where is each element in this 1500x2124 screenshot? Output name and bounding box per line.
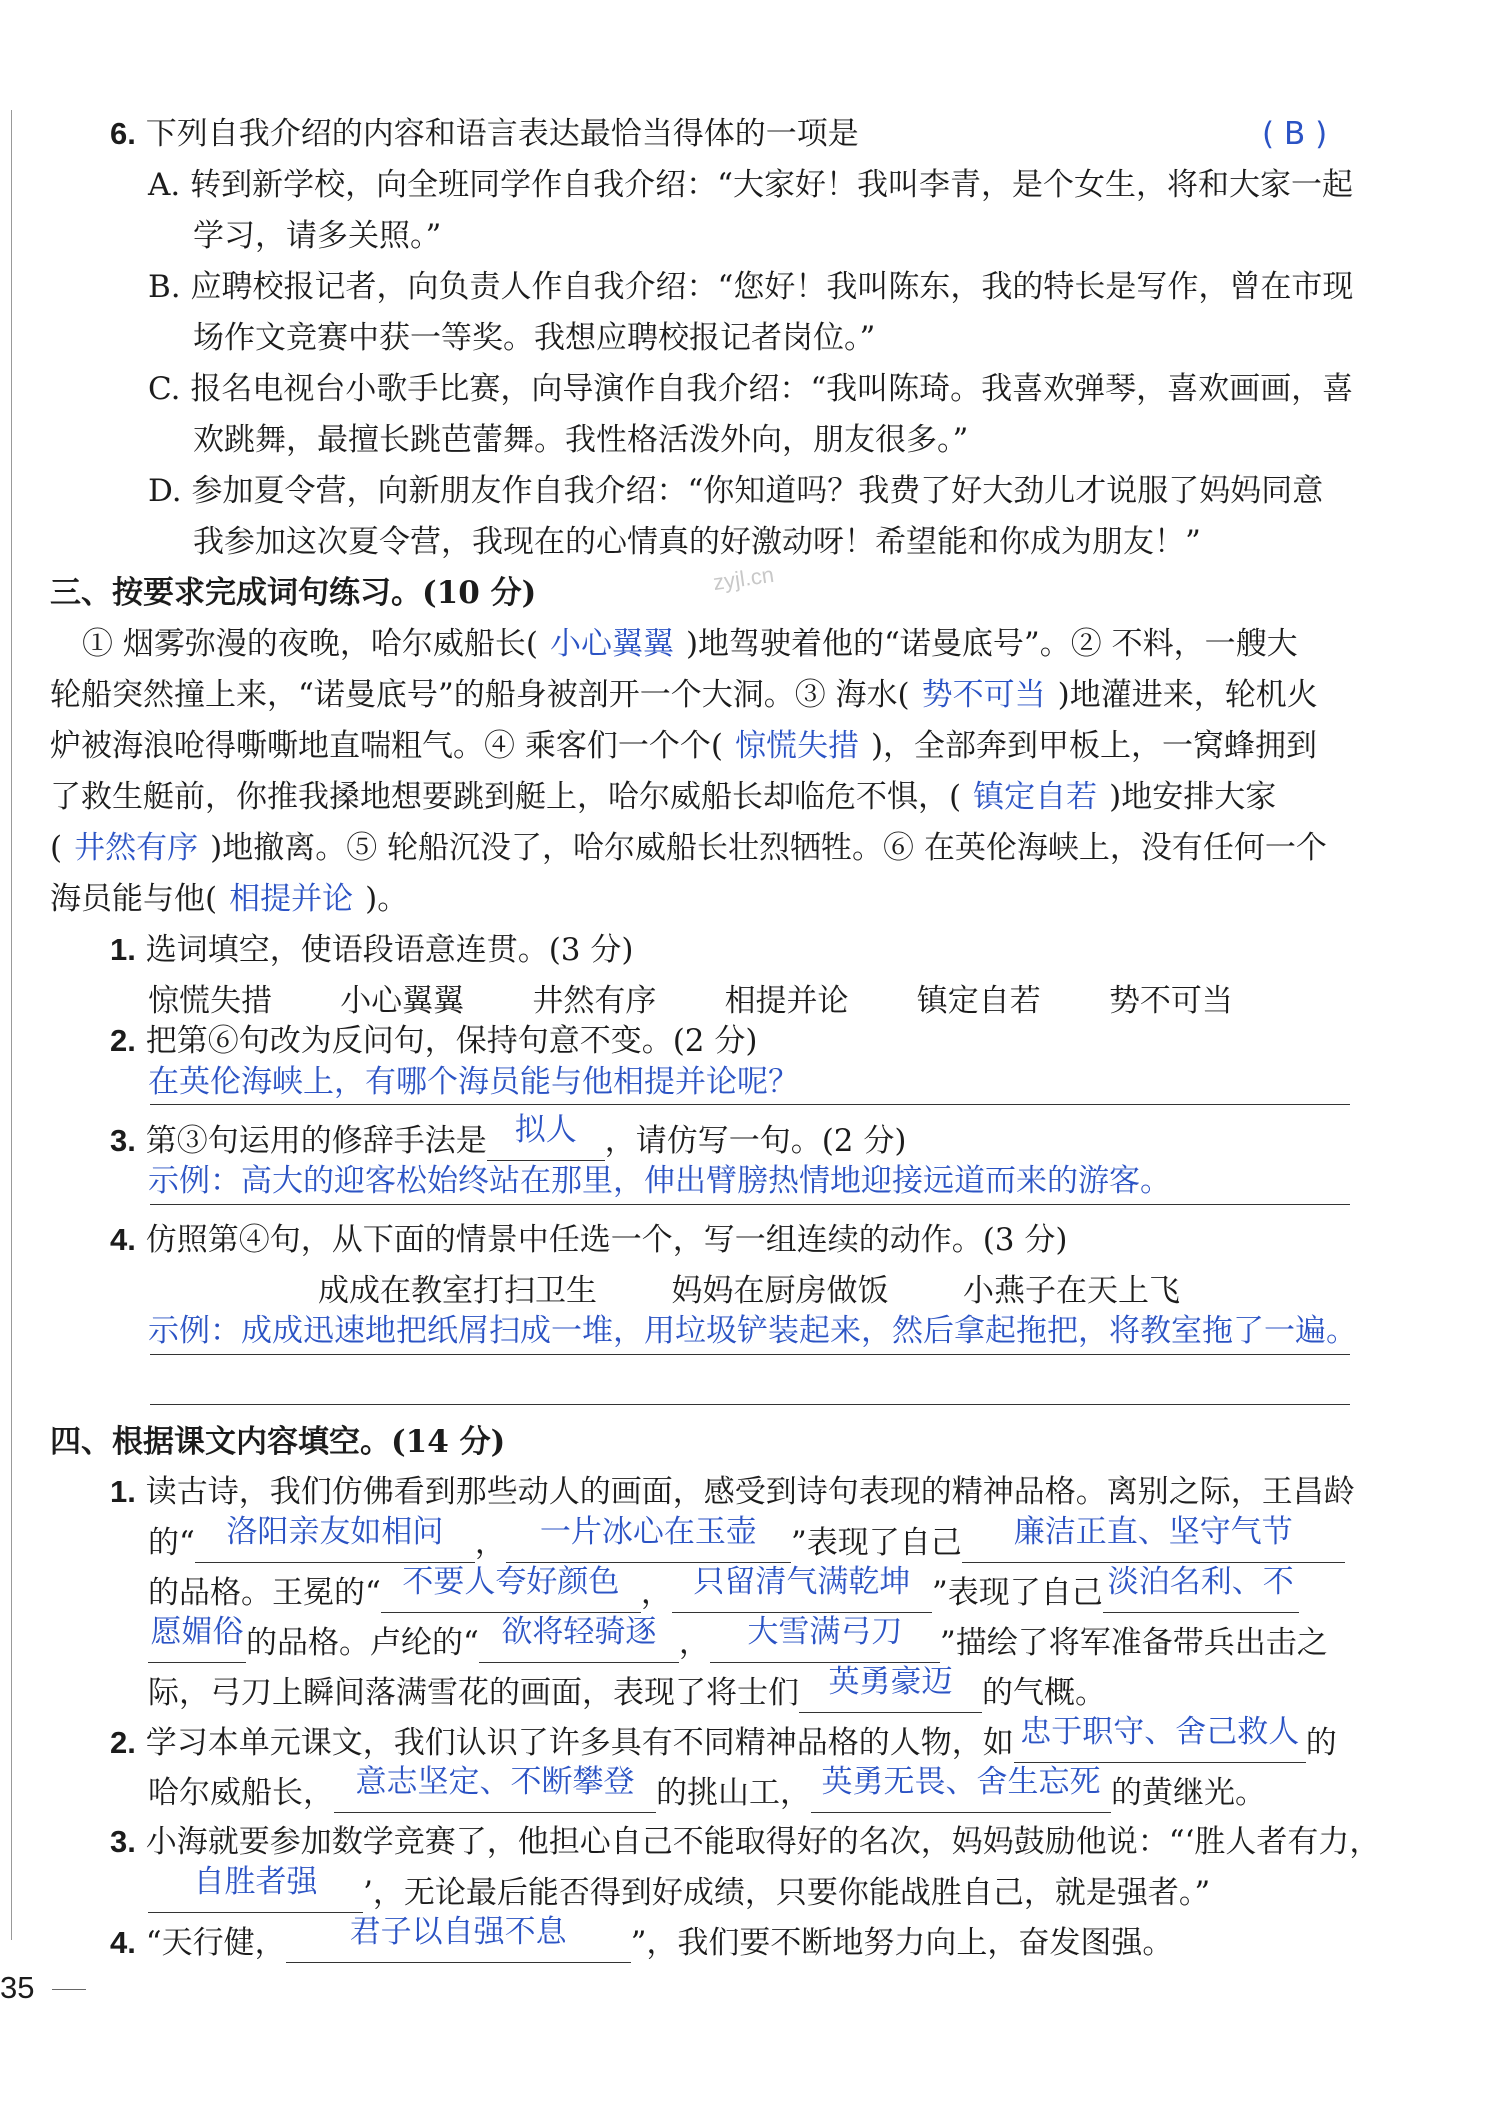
passage-line6: 海员能与他( 相提并论 )。: [50, 881, 409, 917]
sec4-q3-line2: 自胜者强 ’，无论最后能否得到好成绩，只要你能战胜自己，就是强者。”: [148, 1872, 1210, 1913]
q6-option-b-line1: B. 应聘校报记者，向负责人作自我介绍：“您好！我叫陈东，我的特长是写作，曾在市现: [148, 269, 1354, 305]
sec4-q4: 4. “天行健， 君子以自强不息 ”，我们要不断地努力向上，奋发图强。: [110, 1914, 1174, 1961]
page-number: 35: [0, 1970, 35, 2005]
passage-answer-6: 相提并论: [229, 881, 354, 917]
q6-answer: ( B ): [1262, 116, 1328, 152]
page-number-dash: [52, 1989, 86, 1990]
word-bank-item: 惊慌失措: [148, 983, 272, 1019]
sec4-q1-line5: 际，弓刀上瞬间落满雪花的画面，表现了将士们 英勇豪迈 的气概。: [148, 1664, 1106, 1711]
scene-option: 成成在教室打扫卫生: [318, 1273, 597, 1309]
sec4-q2-line1: 2. 学习本单元课文，我们认识了许多具有不同精神品格的人物，如 忠于职守、舍己救人 的: [110, 1714, 1337, 1761]
sec3-q2-answer: 在英伦海峡上，有哪个海员能与他相提并论呢？: [148, 1064, 799, 1100]
passage-line5: ( 井然有序 )地撤离。⑤ 轮船沉没了，哈尔威船长壮烈牺牲。⑥ 在英伦海峡上，没有任何一个: [50, 830, 1327, 866]
q6-option-c-line2: 欢跳舞，最擅长跳芭蕾舞。我性格活泼外向，朋友很多。”: [193, 422, 969, 458]
word-bank-item: 相提并论: [724, 983, 849, 1019]
section4-title: 四、根据课文内容填空。(14 分): [50, 1424, 506, 1460]
q6-option-c-line1: C. 报名电视台小歌手比赛，向导演作自我介绍：“我叫陈琦。我喜欢弹琴，喜欢画画，喜: [148, 371, 1354, 407]
q6-option-d-line1: D. 参加夏令营，向新朋友作自我介绍：“你知道吗？我费了好大劲儿才说服了妈妈同意: [148, 473, 1324, 509]
sec4-q1-line4: 愿媚俗的品格。卢纶的“ 欲将轻骑逐 ， 大雪满弓刀 ”描绘了将军准备带兵出击之: [148, 1622, 1328, 1663]
sec3-q4: 4. 仿照第④句，从下面的情景中任选一个，写一组连续的动作。(3 分): [110, 1222, 1068, 1258]
passage-answer-2: 势不可当: [921, 677, 1046, 713]
sec3-q3-answer: 示例：高大的迎客松始终站在那里，伸出臂膀热情地迎接远道而来的游客。: [148, 1163, 1171, 1199]
word-bank-item: 小心翼翼: [340, 983, 465, 1019]
passage-line4: 了救生艇前，你推我搡地想要跳到艇上，哈尔威船长却临危不惧，( 镇定自若 )地安排大家: [50, 779, 1277, 815]
word-bank: [148, 981, 1233, 1021]
sec3-q2: 2. 把第⑥句改为反问句，保持句意不变。(2 分): [110, 1023, 758, 1059]
answer-line: [150, 1354, 1350, 1355]
scene-options: [318, 1271, 1180, 1311]
q6-option-d-line2: 我参加这次夏令营，我现在的心情真的好激动呀！希望能和你成为朋友！”: [193, 524, 1201, 560]
sec4-q1-line3: 的品格。王冕的“ 不要人夸好颜色 ， 只留清气满乾坤 ”表现了自己 淡泊名利、不: [148, 1572, 1299, 1613]
q6-option-a-line2: 学习，请多关照。”: [193, 218, 442, 254]
answer-line: [150, 1404, 1350, 1405]
passage-line3: 炉被海浪呛得嘶嘶地直喘粗气。④ 乘客们一个个( 惊慌失措 )，全部奔到甲板上，一窝蜂拥到: [50, 728, 1318, 764]
passage-answer-4: 镇定自若: [973, 779, 1098, 815]
word-bank-item: 井然有序: [532, 983, 657, 1019]
sec4-q3-line1: 3. 小海就要参加数学竞赛了，他担心自己不能取得好的名次，妈妈鼓励他说：“‘胜人者有力，: [110, 1824, 1381, 1860]
scene-option: 小燕子在天上飞: [963, 1273, 1180, 1309]
sec4-q1-line1: 1. 读古诗，我们仿佛看到那些动人的画面，感受到诗句表现的精神品格。离别之际，王昌龄: [110, 1474, 1355, 1510]
section3-title: 三、按要求完成词句练习。(10 分): [50, 575, 537, 611]
passage-answer-1: 小心翼翼: [549, 626, 674, 662]
answer-line: [150, 1204, 1350, 1205]
sec3-q1: 1. 选词填空，使语段语意连贯。(3 分): [110, 932, 634, 968]
passage-answer-3: 惊慌失措: [734, 728, 859, 764]
q6-option-a-line1: A. 转到新学校，向全班同学作自我介绍：“大家好！我叫李青，是个女生，将和大家一起: [148, 167, 1353, 203]
rhetoric-blank: 拟人: [487, 1120, 605, 1161]
passage-answer-5: 井然有序: [74, 830, 199, 866]
answer-line: [150, 1104, 1350, 1105]
passage-line2: 轮船突然撞上来，“诺曼底号”的船身被剖开一个大洞。③ 海水( 势不可当 )地灌进来，轮机火: [50, 677, 1318, 713]
watermark: zyjl.cn: [711, 561, 776, 596]
scene-option: 妈妈在厨房做饭: [671, 1273, 889, 1309]
q6-stem: 6. 下列自我介绍的内容和语言表达最恰当得体的一项是: [110, 116, 859, 152]
word-bank-item: 势不可当: [1108, 983, 1233, 1019]
sec3-q3: 3. 第③句运用的修辞手法是 拟人 ，请仿写一句。(2 分): [110, 1112, 907, 1159]
passage-line1: ① 烟雾弥漫的夜晚，哈尔威船长( 小心翼翼 )地驾驶着他的“诺曼底号”。② 不料，一艘大: [82, 626, 1298, 662]
left-margin-line: [11, 110, 12, 1940]
sec3-q4-answer: 示例：成成迅速地把纸屑扫成一堆，用垃圾铲装起来，然后拿起拖把，将教室拖了一遍。: [148, 1313, 1357, 1349]
sec4-q2-line2: 哈尔威船长， 意志坚定、不断攀登 的挑山工， 英勇无畏、舍生忘死 的黄继光。: [148, 1764, 1266, 1811]
word-bank-item: 镇定自若: [916, 983, 1041, 1019]
sec4-q1-line2: 的“ 洛阳亲友如相问 ， 一片冰心在玉壶 ”表现了自己 廉洁正直、坚守气节: [148, 1522, 1345, 1563]
q6-option-b-line2: 场作文竞赛中获一等奖。我想应聘校报记者岗位。”: [193, 320, 876, 356]
